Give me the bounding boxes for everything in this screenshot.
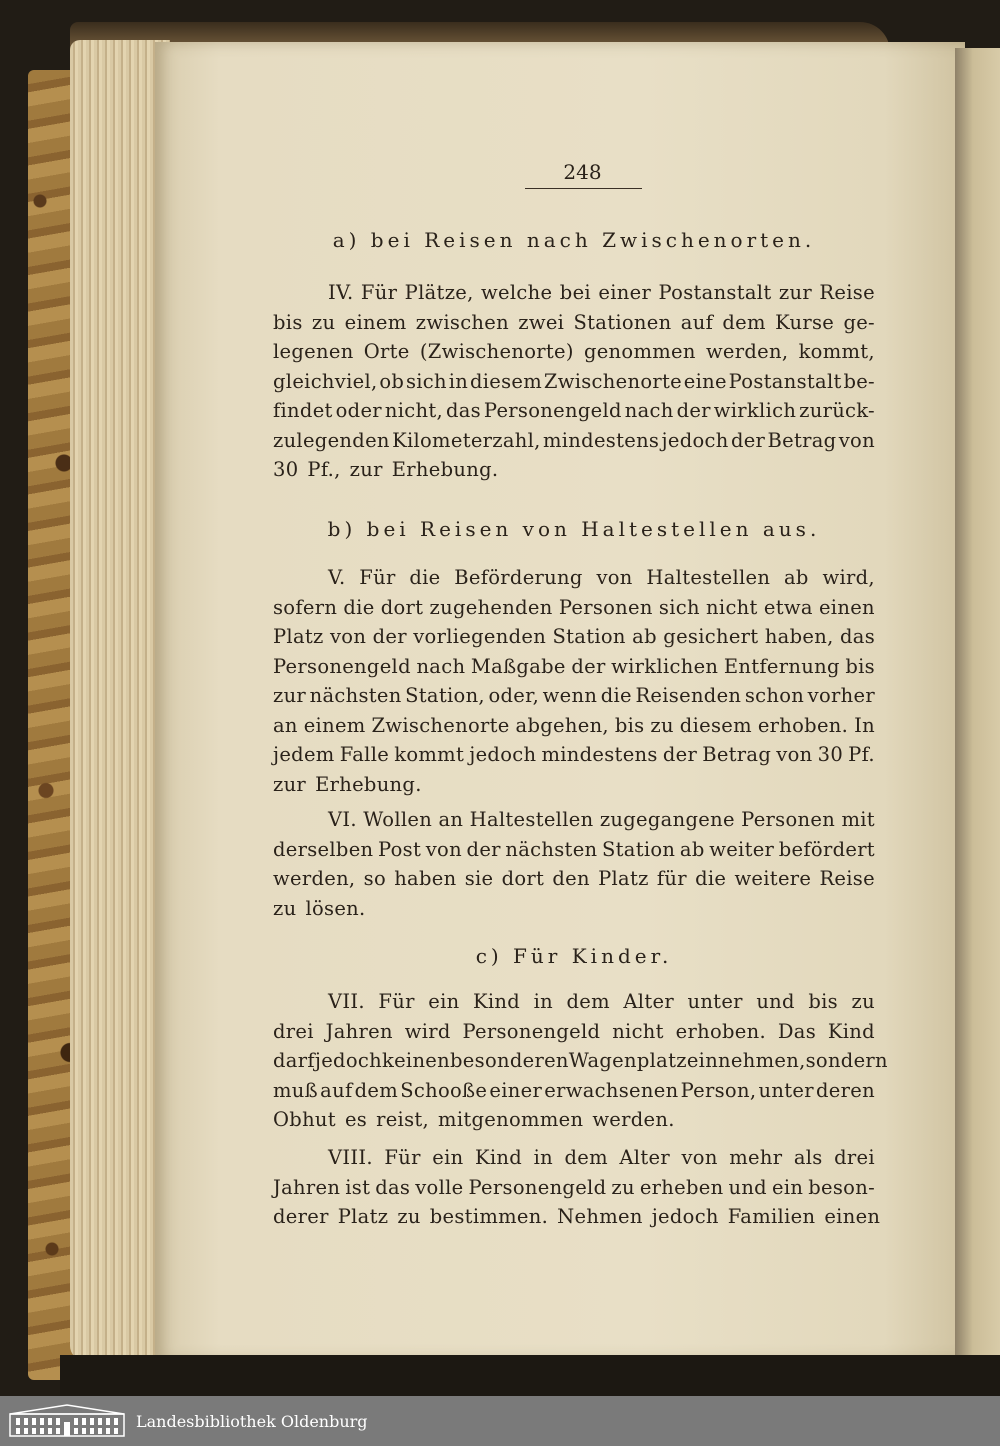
text-line: Jahren ist das volle Personengeld zu erheben und ein beson-	[273, 1175, 875, 1199]
section-heading-a: a) bei Reisen nach Zwischenorten.	[332, 228, 816, 252]
text-line: 30 Pf., zur Erhebung.	[273, 458, 499, 481]
text-line: darf jedoch keinen besonderen Wagenplatz einnehmen, sondern	[273, 1049, 888, 1072]
text-line: derselben Post von der nächsten Station ab weiter befördert	[273, 837, 875, 861]
text-line: bis zu einem zwischen zwei Stationen auf dem Kurse ge-	[273, 310, 875, 334]
text-line: derer Platz zu bestimmen. Nehmen jedoch Familien einen	[273, 1205, 881, 1228]
paragraph-v	[273, 563, 875, 799]
facing-page-edge	[955, 48, 1000, 1358]
text-line: VIII. Für ein Kind in dem Alter von mehr als drei	[328, 1146, 875, 1169]
paragraph-iv	[273, 278, 875, 485]
text-line: drei Jahren wird Personengeld nicht erhoben. Das Kind	[273, 1019, 875, 1043]
section-heading-b: b) bei Reisen von Haltestellen aus.	[327, 517, 821, 541]
text-line: muß auf dem Schooße einer erwachsenen Person, unter deren	[273, 1078, 875, 1102]
text-line: legenen Orte (Zwischenorte) genommen werden, kommt,	[273, 340, 875, 363]
text-line: V. Für die Beförderung von Haltestellen ab wird,	[328, 566, 875, 589]
text-line: sofern die dort zugehenden Personen sich nicht etwa einen	[273, 595, 875, 619]
paragraph-vi	[273, 805, 875, 923]
footer-bar	[0, 1396, 1000, 1446]
page-number-rule	[525, 188, 642, 189]
library-building-icon	[8, 1404, 126, 1438]
text-line: IV. Für Plätze, welche bei einer Postanstalt zur Reise	[328, 281, 875, 304]
text-line: zu lösen.	[273, 896, 366, 920]
text-line: zur Erhebung.	[273, 772, 422, 796]
text-line: Platz von der vorliegenden Station ab gesichert haben, das	[273, 625, 875, 648]
institution-name: Landesbibliothek Oldenburg	[136, 1411, 368, 1431]
text-line: Obhut es reist, mitgenommen werden.	[273, 1108, 675, 1131]
paragraph-vii	[273, 987, 888, 1135]
text-line: zur nächsten Station, oder, wenn die Reisenden schon vorher	[273, 684, 875, 707]
section-heading-c: c) Für Kinder.	[475, 944, 673, 968]
text-line: jedem Falle kommt jedoch mindestens der Betrag von 30 Pf.	[273, 743, 875, 766]
text-line: findet oder nicht, das Personengeld nach der wirklich zurück-	[273, 399, 875, 422]
text-line: VII. Für ein Kind in dem Alter unter und bis zu	[328, 990, 875, 1013]
text-line: zulegenden Kilometerzahl, mindestens jedoch der Betrag von	[273, 428, 875, 452]
paragraph-viii	[273, 1143, 881, 1232]
scan-bottom-shadow	[60, 1355, 1000, 1396]
page-number: 248	[563, 160, 602, 184]
text-line: an einem Zwischenorte abgehen, bis zu diesem erhoben. In	[273, 713, 875, 737]
text-line: gleichviel, ob sich in diesem Zwischenorte eine Postanstalt be-	[273, 369, 875, 393]
text-line: VI. Wollen an Haltestellen zugegangene Personen mit	[328, 808, 875, 831]
text-line: werden, so haben sie dort den Platz für die weitere Reise	[273, 867, 875, 890]
text-line: Personengeld nach Maßgabe der wirklichen Entfernung bis	[273, 654, 875, 678]
